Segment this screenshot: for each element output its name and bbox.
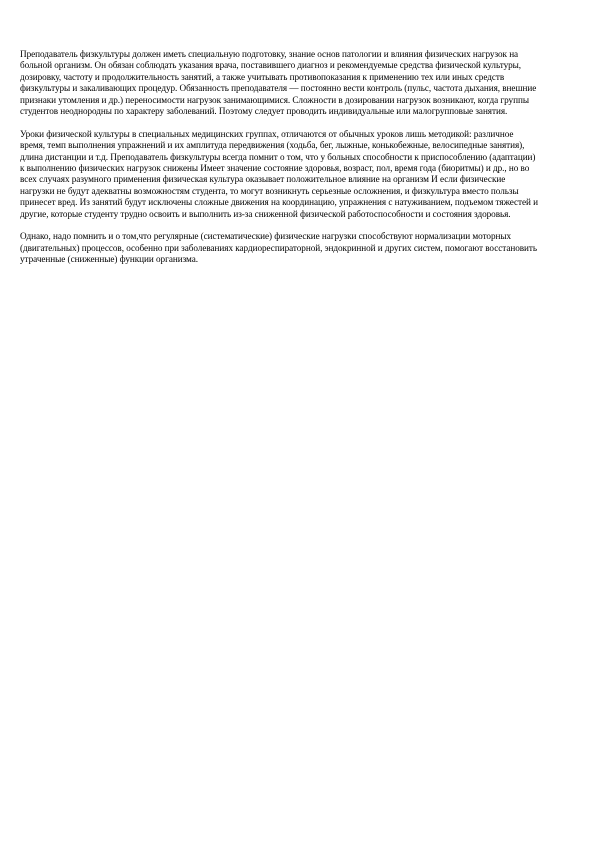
paragraph-special-groups-lessons: Уроки физической культуры в специальных медицинских группах, отличаются от обычных уроков лишь методикой: различное время, темп выполнения упражнений и их амплитуда передвижения (ходьба, бег, лыжные, конькобежные, велосипедные занятия), длина дистанции и т.д. Преподаватель физкультуры всегда помнит о том, что у больных способности к приспособлению (адаптации) к выполнению физических нагрузок снижены Имеет значение состояние здоровья, возраст, пол, время года (биоритмы) и др., но во всех случаях разумного применения физическая культура оказывает положительное влияние на организм И если физические нагрузки не будут адекватны возможностям студента, то могут возникнуть серьезные осложнения, и физкультура вместо пользы принесет вред. Из занятий будут исключены сложные движения на координацию, упражнения с натуживанием, подъемом тяжестей и другие, которые студенту трудно освоить и выполнить из-за сниженной физической работоспособности и состояния здоровья. [20, 128, 539, 219]
paragraph-instructor-requirements: Преподаватель физкультуры должен иметь специальную подготовку, знание основ патологии и влияния физических нагрузок на больной организм. Он обязан соблюдать указания врача, поставившего диагноз и рекомендуемые средства физической культуры, дозировку, частоту и продолжительность занятий, а также учитывать противопоказания к применению тех или иных средств физкультуры и закаливающих процедур. Обязанность преподавателя — постоянно вести контроль (пульс, частота дыхания, внешние признаки утомления и др.) переносимости нагрузок занимающимися. Сложности в дозировании нагрузок возникают, когда группы студентов неоднородны по характеру заболеваний. Поэтому следует проводить индивидуальные или малогрупповые занятия. [20, 49, 537, 117]
document-body [20, 49, 540, 277]
paragraph-regular-exercise-benefits: Однако, надо помнить и о том,что регулярные (систематические) физические нагрузки способствуют нормализации моторных (двигательных) процессов, особенно при заболеваниях кардиореспираторной, эндокринной и других систем, помогают восстановить утраченные (сниженные) функции организма. [20, 231, 538, 265]
